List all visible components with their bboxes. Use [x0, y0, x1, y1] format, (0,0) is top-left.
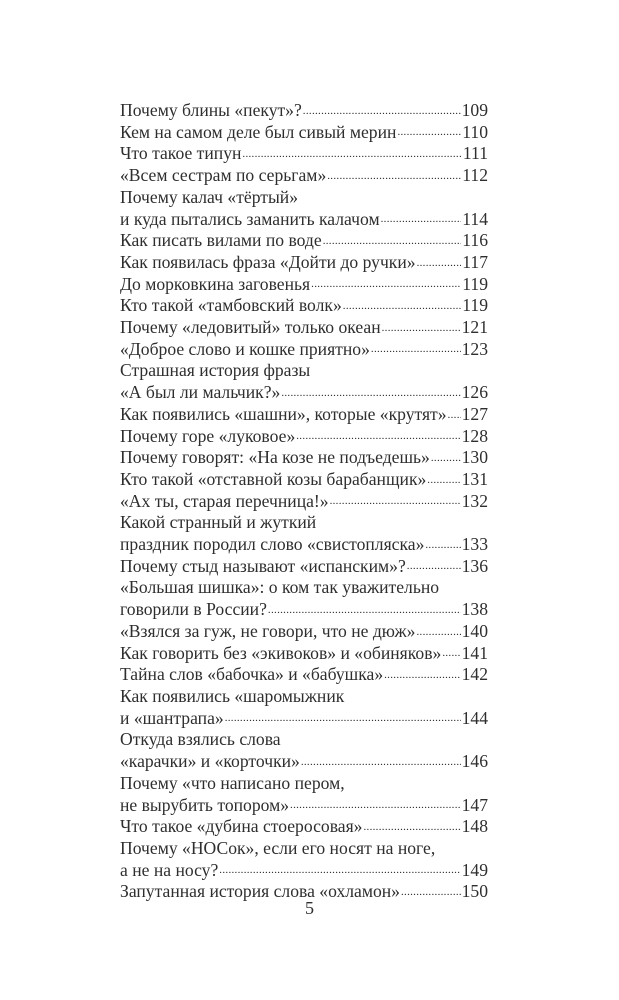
toc-entry-line — [120, 230, 488, 252]
toc-entry — [120, 252, 488, 274]
toc-page-number: 119 — [462, 273, 488, 294]
dot-leader — [290, 795, 461, 817]
dot-leader — [371, 339, 461, 361]
toc-page-number: 126 — [461, 382, 488, 403]
toc-entry-title: «Взялся за гуж, не говори, что не дюж» — [120, 620, 416, 641]
toc-entry-title: Кто такой «отставной козы барабанщик» — [120, 468, 427, 489]
dot-leader — [268, 599, 461, 621]
dot-leader — [448, 404, 461, 426]
toc-page-number: 112 — [462, 165, 488, 186]
dot-leader — [417, 252, 462, 274]
toc-entry-title: Что такое типун — [120, 143, 242, 164]
toc-page-number: 147 — [461, 794, 488, 815]
toc-entry-line — [120, 643, 488, 665]
toc-entry-line — [120, 773, 488, 795]
toc-page-number: 109 — [461, 100, 488, 120]
dot-leader — [330, 491, 461, 513]
toc-page-number: 131 — [461, 468, 488, 489]
toc-entry-title: Почему горе «луковое» — [120, 425, 296, 446]
toc-entry-line — [120, 143, 488, 165]
toc-entry — [120, 664, 488, 686]
toc-page-number: 136 — [461, 555, 488, 576]
toc-entry-title: Какой странный и жуткий — [120, 512, 317, 533]
toc-entry — [120, 122, 488, 144]
toc-page-number: 117 — [462, 251, 488, 272]
dot-leader — [296, 426, 460, 448]
toc-entry-line — [120, 447, 488, 469]
toc-entry — [120, 643, 488, 665]
toc-entry — [120, 295, 488, 317]
dot-leader — [242, 143, 462, 165]
toc-page-number: 150 — [461, 881, 488, 902]
toc-page-number: 133 — [461, 534, 488, 555]
dot-leader — [425, 534, 460, 556]
toc-page-number: 138 — [461, 599, 488, 620]
toc-entry-line — [120, 860, 488, 882]
toc-page-number: 130 — [461, 447, 488, 468]
toc-entry-title: Запутанная история слова «охламон» — [120, 881, 400, 902]
toc-entry — [120, 621, 488, 643]
toc-entry-title: Кем на самом деле был сивый мерин — [120, 121, 397, 142]
toc-page-number: 149 — [461, 859, 488, 880]
dot-leader — [431, 447, 461, 469]
toc-entry-title: а не на носу? — [120, 859, 219, 880]
toc-entry-title: говорили в России? — [120, 599, 267, 620]
toc-page-number: 119 — [462, 295, 488, 316]
toc-entry-title: Как появились «шашни», которые «крутят» — [120, 403, 447, 424]
toc-entry-title: Откуда взялись слова — [120, 729, 281, 750]
toc-entry-line — [120, 599, 488, 621]
toc-entry — [120, 143, 488, 165]
toc-entry-line — [120, 838, 488, 860]
toc-entry — [120, 447, 488, 469]
toc-entry-title: До морковкина заговенья — [120, 273, 311, 294]
toc-entry — [120, 556, 488, 578]
toc-entry-line — [120, 664, 488, 686]
toc-entry-line — [120, 729, 488, 751]
toc-entry-title: и куда пытались заманить калачом — [120, 208, 380, 229]
toc-entry — [120, 512, 488, 555]
toc-entry-title: и «шантрапа» — [120, 707, 224, 728]
toc-entry — [120, 187, 488, 230]
toc-entry — [120, 230, 488, 252]
toc-page-number: 127 — [461, 403, 488, 424]
toc-entry-line — [120, 317, 488, 339]
toc-entry-title: Почему калач «тёртый» — [120, 186, 298, 207]
toc-entry-line — [120, 686, 488, 708]
toc-entry-line — [120, 556, 488, 578]
toc-page-number: 140 — [461, 620, 488, 641]
toc-entry-line — [120, 816, 488, 838]
dot-leader — [384, 664, 460, 686]
dot-leader — [303, 100, 461, 122]
toc-entry-title: Почему «НОСок», если его носят на ноге, — [120, 837, 436, 858]
toc-entry-line — [120, 360, 488, 382]
toc-page-number: 148 — [461, 816, 488, 837]
toc-entry — [120, 274, 488, 296]
toc-entry-title: «Всем сестрам по серьгам» — [120, 165, 327, 186]
toc-entry — [120, 838, 488, 881]
toc-entry-title: Как писать вилами по воде — [120, 230, 322, 251]
toc-entry-line — [120, 621, 488, 643]
dot-leader — [323, 230, 462, 252]
toc-entry-title: Как появилась фраза «Дойти до ручки» — [120, 251, 416, 272]
toc-entry-line — [120, 382, 488, 404]
toc-page-number: 111 — [462, 143, 488, 164]
toc-entry-title: «Доброе слово и кошке приятно» — [120, 338, 370, 359]
toc-entry-line — [120, 469, 488, 491]
toc-entry — [120, 360, 488, 403]
dot-leader — [301, 751, 461, 773]
toc-entry-line — [120, 339, 488, 361]
toc-entry-line — [120, 404, 488, 426]
toc-entry — [120, 686, 488, 729]
toc-entry-line — [120, 100, 488, 122]
toc-entry-line — [120, 295, 488, 317]
toc-entry — [120, 577, 488, 620]
toc-entry-line — [120, 512, 488, 534]
toc-page-number: 144 — [461, 707, 488, 728]
toc-entry-title: Страшная история фразы — [120, 360, 311, 381]
toc-entry — [120, 491, 488, 513]
toc-entry-title: не вырубить топором» — [120, 794, 290, 815]
toc-entry — [120, 100, 488, 122]
toc-entry-title: Как говорить без «экивоков» и «обиняков» — [120, 642, 442, 663]
toc-entry-title: Почему стыд называют «испанским»? — [120, 555, 406, 576]
dot-leader — [343, 295, 461, 317]
toc-entry — [120, 469, 488, 491]
toc-entry — [120, 773, 488, 816]
toc-entry-title: «А был ли мальчик?» — [120, 382, 281, 403]
toc-page-number: 128 — [461, 425, 488, 446]
toc-page-number: 114 — [462, 208, 488, 229]
dot-leader — [327, 165, 461, 187]
dot-leader — [281, 382, 460, 404]
toc-entry-title: «карачки» и «корточки» — [120, 751, 300, 772]
toc-entry-line — [120, 534, 488, 556]
toc-page-number: 110 — [462, 121, 488, 142]
toc-entry-line — [120, 426, 488, 448]
toc-page-number: 123 — [461, 338, 488, 359]
toc-entry-title: «Большая шишка»: о ком так уважительно — [120, 577, 440, 598]
toc-entry-line — [120, 209, 488, 231]
toc-entry-line — [120, 122, 488, 144]
toc-entry — [120, 317, 488, 339]
toc-entry — [120, 339, 488, 361]
toc-entry-line — [120, 708, 488, 730]
dot-leader — [225, 708, 461, 730]
dot-leader — [363, 816, 460, 838]
toc-entry-title: Как появились «шаромыжник — [120, 685, 345, 706]
toc-entry-line — [120, 252, 488, 274]
toc-entry — [120, 165, 488, 187]
toc-entry-line — [120, 187, 488, 209]
dot-leader — [442, 643, 460, 665]
toc-page-number: 121 — [461, 317, 488, 338]
toc-entry — [120, 729, 488, 772]
table-of-contents — [120, 100, 488, 903]
dot-leader — [416, 621, 460, 643]
dot-leader — [219, 860, 460, 882]
toc-entry-title: Что такое «дубина стоеросовая» — [120, 816, 363, 837]
toc-entry-title: Почему говорят: «На козе не подъедешь» — [120, 447, 430, 468]
dot-leader — [382, 317, 461, 339]
toc-entry-title: «Ах ты, старая перечница!» — [120, 490, 329, 511]
toc-entry-line — [120, 491, 488, 513]
toc-entry-title: Кто такой «тамбовский волк» — [120, 295, 342, 316]
dot-leader — [397, 122, 461, 144]
toc-page-number: 142 — [461, 664, 488, 685]
dot-leader — [381, 209, 462, 231]
toc-entry-line — [120, 165, 488, 187]
toc-entry-title: Почему блины «пекут»? — [120, 100, 302, 120]
toc-page-number: 146 — [461, 751, 488, 772]
dot-leader — [311, 274, 461, 296]
toc-entry — [120, 404, 488, 426]
toc-page-number: 132 — [461, 490, 488, 511]
toc-entry-line — [120, 751, 488, 773]
toc-entry-line — [120, 274, 488, 296]
toc-entry-title: праздник породил слово «свистопляска» — [120, 534, 425, 555]
toc-entry-title: Тайна слов «бабочка» и «бабушка» — [120, 664, 384, 685]
toc-page-number: 116 — [462, 230, 488, 251]
toc-entry-title: Почему «что написано пером, — [120, 772, 345, 793]
dot-leader — [407, 556, 461, 578]
toc-entry-title: Почему «ледовитый» только океан — [120, 317, 381, 338]
toc-entry-line — [120, 795, 488, 817]
toc-entry — [120, 816, 488, 838]
toc-entry — [120, 426, 488, 448]
page-number: 5 — [305, 898, 314, 918]
toc-page-number: 141 — [461, 642, 488, 663]
toc-entry-line — [120, 577, 488, 599]
dot-leader — [427, 469, 460, 491]
